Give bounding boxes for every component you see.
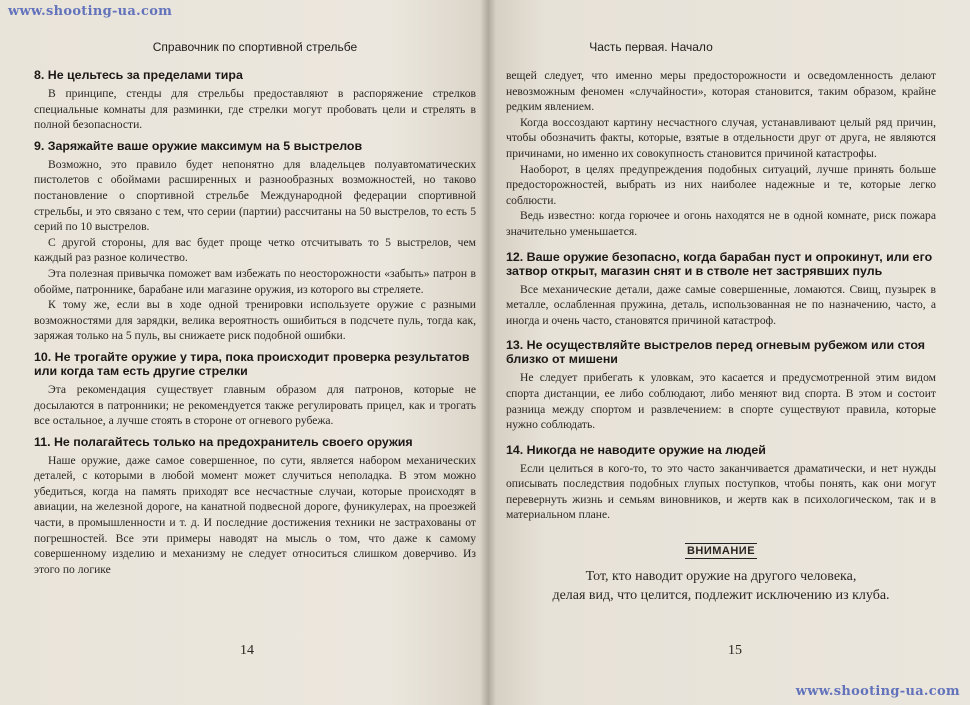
section-14-text: Если целиться в кого-то, то это часто заканчивается драматически, и нет нужды описывать последствия подобных глупых поступков, чтобы понять, как они могут перевернуть жизнь и семьям виновников, и жертв как в психологическом, так и в материальном плане. [506, 461, 936, 522]
watermark-top: www.shooting-ua.com [8, 4, 173, 19]
section-11-text: Наше оружие, даже самое совершенное, по сути, является набором механических деталей, с которыми в любой момент может случиться неполадка. В этом можно убедиться, когда на память приходят все несчастные случаи, которые происходят в авиации, на железной дороге, на канатной подвесной дороге, фуникулерах, на проезжей части, в промышленности и т. д. И последние достижения техники не застрахованы от погрешностей. Все эти примеры наводят на мысль о том, что даже к самому совершенному изделию и механизму не следует относиться слишком доверчиво. Из этого по логике [34, 453, 476, 576]
section-9-heading: 9. Заряжайте ваше оружие максимум на 5 выстрелов [34, 138, 363, 153]
section-9-text-3: Эта полезная привычка поможет вам избежать по неосторожности «забыть» патрон в обойме, патроннике, барабане или магазине оружия, из которого вы стреляете. [34, 266, 476, 296]
warning-line-2: делая вид, что целится, подлежит исключению из клуба. [552, 588, 890, 604]
right-page [488, 0, 970, 705]
attention-label: ВНИМАНИЕ [686, 545, 756, 558]
warning-line-1: Тот, кто наводит оружие на другого человека, [585, 569, 857, 585]
running-head-right: Часть первая. Начало [589, 40, 713, 54]
section-13-text: Не следует прибегать к уловкам, это касается и предусмотренной этим видом спорта дистанции, ее либо соблюдают, либо меняют вид спорта. В этом и состоит разница между спортом и развлечением: в спорте существуют правила, которые нужно соблюдать. [506, 371, 936, 432]
page-number-right: 15 [728, 643, 742, 658]
watermark-bottom: www.shooting-ua.com [795, 684, 960, 699]
book-gutter [480, 0, 496, 705]
section-13-heading: 13. Не осуществляйте выстрелов перед огневым рубежом или стоя близко от мишени [506, 338, 926, 367]
running-head-left: Справочник по спортивной стрельбе [152, 40, 358, 54]
section-9-text-2: С другой стороны, для вас будет проще четко отсчитывать то 5 выстрелов, чем каждый раз разное количество. [34, 235, 476, 265]
section-11-heading: 11. Не полагайтесь только на предохранитель своего оружия [34, 434, 413, 449]
section-10-text: Эта рекомендация существует главным образом для патронов, которые не досылаются в патронники; не рекомендуется также регулировать прицел, как и трогать все остальное, а лучше стоять в стороне от огневого рубежа. [34, 382, 476, 428]
section-9-text-4: К тому же, если вы в ходе одной тренировки используете оружие с разными возможностями для зарядки, велика вероятность ошибиться в подсчете пуль, тогда как, заряжая только на 5 пуль, вы снижаете риск подобной ошибки. [34, 298, 476, 343]
section-14-heading: 14. Никогда не наводите оружие на людей [506, 442, 766, 457]
warning-text [506, 567, 936, 605]
page-number-left: 14 [240, 643, 254, 658]
section-12-text: Все механические детали, даже самые совершенные, ломаются. Свищ, пузырек в металле, ослабленная пружина, деталь, использованная не по назначению, часто, а иногда и очень часто, становятся причиной катастроф. [506, 282, 936, 327]
section-12-heading: 12. Ваше оружие безопасно, когда барабан пуст и опрокинут, или его затвор открыт, магазин снят и в стволе нет застрявших пуль [506, 249, 933, 278]
continuation-text-1: вещей следует, что именно меры предосторожности и осведомленность делают невозможным феномен «случайности», которая становится, таким образом, крайне редким явлением. [506, 69, 936, 114]
section-8-heading: 8. Не цельтесь за пределами тира [34, 68, 243, 82]
continuation-text-2: Когда воссоздают картину несчастного случая, устанавливают целый ряд причин, чтобы обозначить факты, которые, взятые в отдельности друг от друга, не являются причинами, но именно их совокупность становится причиной катастрофы. [506, 115, 936, 160]
section-8-text: В принципе, стенды для стрельбы предоставляют в распоряжение стрелков специальные комнаты для разминки, где стрелки могут пробовать цели и стрелять в полной безопасности. [34, 87, 476, 132]
continuation-text-3: Наоборот, в целях предупреждения подобных ситуаций, лучше принять больше предосторожностей, выбрать из них наиболее надежные и те, которые легко соблюсти. [506, 162, 936, 207]
section-9-text-1: Возможно, это правило будет непонятно для владельцев полуавтоматических пистолетов с обоймами расширенных и разнообразных возможностей, но таково постановление о спортивной стрельбе Международной федерации спортивной стрельбы, и это связано с тем, что серии (партии) рассчитаны на 50 выстрелов, то есть 5 серий по 10 выстрелов. [34, 157, 476, 234]
continuation-text-4: Ведь известно: когда горючее и огонь находятся не в одной комнате, риск пожара значительно уменьшается. [506, 209, 936, 238]
section-10-heading: 10. Не трогайте оружие у тира, пока происходит проверка результатов или когда там есть другие стрелки [34, 349, 470, 378]
attention-box [506, 541, 936, 605]
